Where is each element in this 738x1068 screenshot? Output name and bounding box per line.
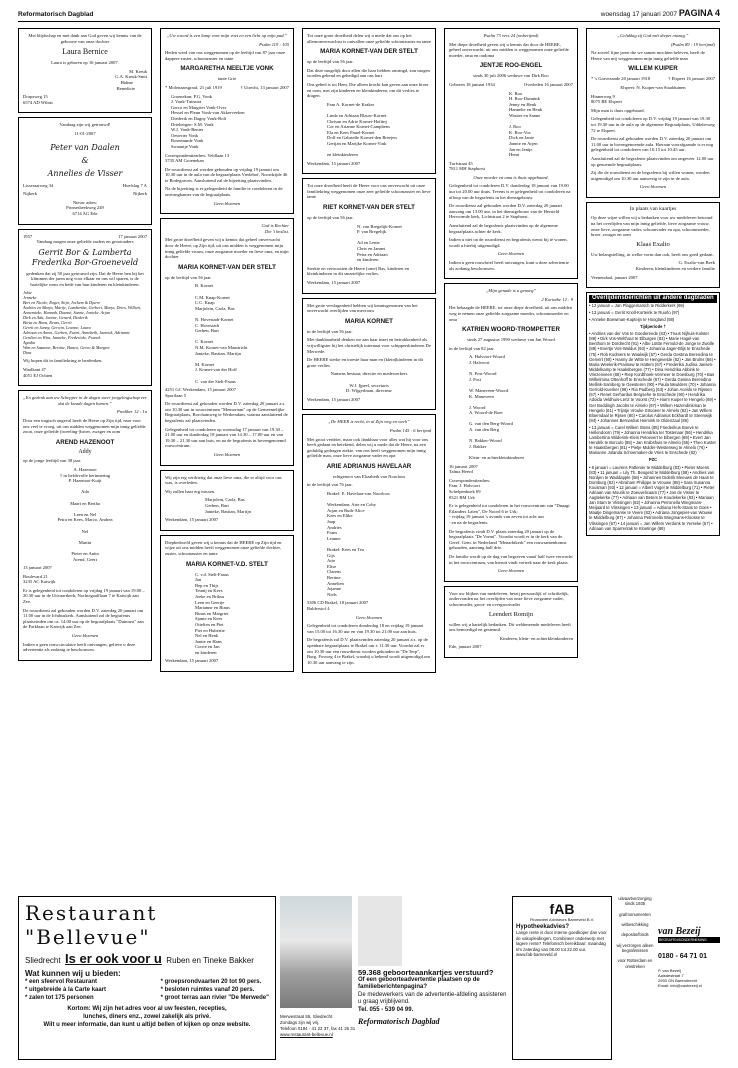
- family-list: Fam A. Kornet-de Kraker Linda en Adriaan Blauw-Kornet Chrisan en Adrie Kornet-Hoftinj Cor en Arianne Kornet-Camphens Ela en Kees Pauel-Kornet Dolf en Gabrielle Kornet-den Breejen Gertjan en Marijke Kornet-Vink en kleinkinderen: [327, 101, 397, 158]
- birth-name: Laura Bernice: [62, 47, 108, 57]
- condolence-info: Gelegenheid tot condoleren op D.V. vrijdag 19 januari van 19.30 tot 19.30 uur in de aula op de algemene Begraafplaats, Uddelerweg 72 te Elspeet.: [591, 116, 715, 133]
- birth-sibling: Hidme: [120, 79, 133, 85]
- family-list: A. Hazenoot † in liefdevolle herinnering P. Hazenoot-Kuijt Ada Maart en Bertha Leen en Nel Petra en Kees, Marco, Andrea Nel Martin Pieter en Anita Arend, Geert: [57, 467, 113, 562]
- bride-name: Annelies de Visser: [47, 168, 123, 178]
- fab-name: Financieel Adviseurs Barneveld B.V.: [529, 917, 595, 922]
- funeral-info: De rouwdienst zal gehouden worden D.V. zaterdag 20 januari om 11.00 uur in bovengenoemde aula. Hieraan voorafgaande is er nog gelegenheid tot condoleren van 10.15 tot 10.45 uur.: [591, 136, 714, 153]
- obituary-hazenoot: [18, 390, 152, 661]
- entry-item: PZC: [648, 457, 658, 463]
- extra-info: Mijn man is thuis opgebaard.: [591, 107, 645, 113]
- ad-line: lunches, diners enz., zowel zakelijk als privé.: [83, 1014, 211, 1020]
- address-line: P. van Bezeij: [658, 968, 681, 973]
- note: De familie wordt op de dag van begraven vanaf half twee verwacht in het rouwcentrum, van hieruit vindt vertrek naar de kerk plaats.: [449, 553, 573, 565]
- note: Indien u niet on de rouwdienst en begrafenis wenst bij te wonen, wordt u hierbij uitgenodigd.: [449, 237, 568, 248]
- header-date: woensdag 17 januari 2007: [600, 11, 678, 18]
- obituary-maria-kornet: [302, 298, 436, 411]
- deceased-name: MARIA KORNET-VAN DER STELT: [320, 48, 418, 56]
- correspondence: Correspondentieadres: Veldlaan 13 3735 AM Groenekan: [165, 152, 230, 164]
- entry-item: Tijdperiode †: [640, 324, 666, 330]
- condolence-info: Gelegenheid tot condoleren op woensdag 17 januari van 19.30 – 21.00 uur en donderdag 18 januari van 14.30 – 17.00 uur en van 19.30 – 21.30 uur aan huis, en na de begrafenis in bovengenoemd rouwcentrum.: [165, 426, 286, 449]
- offer-item: * groot terras aan rivier "De Merwede": [160, 995, 269, 1001]
- obituary-kornet-1: [160, 218, 294, 465]
- deceased-age: op de leeftijd van 56 jaar.: [307, 215, 354, 221]
- deceased-name: MARGARETHA NEELTJE VONK: [180, 65, 274, 73]
- fab-logo: fAB: [549, 901, 575, 917]
- page-header: [18, 8, 720, 22]
- bezeij-services: [616, 896, 654, 969]
- signature: Namens bestuur, directie en medewerkers W.J. Ijpeel, secretaris D. Wijgerlman, directeur: [330, 371, 408, 394]
- no-flowers: Geen bloemen: [213, 200, 241, 206]
- deceased-name: MARIA KORNET-VAN DER STELT: [178, 263, 276, 271]
- died: Overleden 16 januari 2007: [523, 81, 573, 87]
- service-item: wij verzorgen alleen begrafenissen: [616, 942, 654, 954]
- address-line: Aalsdestraat 7: [658, 973, 684, 978]
- service-item: uitvaartverzorging sinds 1935: [618, 896, 652, 907]
- obit-address: 4251 GC Werkendam, 15 januari 2007 Sportlaan 5: [165, 387, 236, 398]
- rd-line: De medewerkers van de advertentie-afdeling assisteren u graag vrijblijvend.: [358, 991, 507, 1006]
- family-list: Brakel: E. Havelaar-van Noorloos Werkendam: Arie en Coby Arjan en Ruth-Alice Kees en Elike Jaap Andries Frans Leanne Brakel: Kees en Tea Gijs Arie Elise Clarens Bertine Annelien Jojanne Niels: [327, 491, 390, 597]
- rd-line: Of een geboorteadvertentie plaatsen op de familieberichtenpagina?: [358, 977, 480, 991]
- service-item: witbeschikking: [621, 922, 649, 928]
- obit-date: 16 januari 2007 Talma Heerd: [449, 463, 478, 475]
- obituary-riet-kornet: [302, 178, 436, 293]
- no-flowers: Geen bloemen: [639, 184, 667, 190]
- ad-line: Wilt u meer informatie, dan kunt u altijd bellen of kijken op onze website.: [43, 1022, 251, 1028]
- obit-text: Met dankbaarheid denken we aan haar inzet en betrokkenheid als vrijwilligster bij het christelijk internaat voor schipperskinderen De Merwede.: [307, 337, 431, 354]
- obituary-havelaar: [302, 414, 436, 673]
- bible-quote: God is Rechter Die 't beslist.: [261, 223, 289, 234]
- column-1: [18, 28, 152, 665]
- obit-text: Dat deze mogelijk door allen die haar hebben omringd, zon mogen worden gekend en gebedigd aan ons hart.: [307, 67, 430, 79]
- obit-date: Werkendam, 15 januari 2007: [307, 160, 361, 166]
- address-line: Telefoon 0184 - 41 22 37, fax 41 26 31: [280, 1026, 356, 1031]
- bezeij-box: [658, 926, 720, 988]
- obit-text: Het behaagde de HEERE, tot onze diepe droefheid, uit ons midden weg te nemen onze geliefde zorgzame moeder, schoonmoeder en oma: [449, 305, 572, 322]
- condolence-info: Gelegenheid tot condoleren D.V. donderdag 18 januari van 19.00 uur tot 20.00 uur thuis. Tevens is er gelegenheid tot condoleren na afloop van de begrafenis in het dienstgebouw.: [449, 183, 571, 200]
- extra-info: Onze moeder en oma is thuis opgebaard.: [473, 174, 549, 180]
- obit-text: Heden werd van ons weggenomen op de leeftijd van 87 jaar onze dappere zuster, schoonzuster en tante: [165, 50, 286, 61]
- wedding-intro: Vandaag zijn wij getrouwd!: [59, 122, 111, 128]
- entry-item: • 13 januari = Gerrit Knoll-Korteink te Ruurlo (97): [589, 309, 680, 315]
- rd-phone: Tel. 055 - 539 04 99.: [358, 1006, 414, 1013]
- slogan: Is er ook voor u: [65, 951, 162, 966]
- no-flowers: Geen bloemen: [497, 251, 525, 257]
- address-line: Lisseraarweg 34: [23, 182, 54, 188]
- address-line: 2993 GN Barendrecht: [658, 978, 697, 983]
- obituary-kornet-2: [160, 535, 294, 672]
- bezeij-address: [658, 968, 720, 988]
- rd-headline: 59.368 geboorteaankartjes verstuurd?: [358, 968, 494, 977]
- obituary-woord: [444, 283, 578, 582]
- offer-item: * besloten ruimtes vanaf 20 pers.: [160, 987, 255, 993]
- new-address: 6714 AG Ede: [72, 210, 98, 216]
- birth-announcement: [18, 28, 152, 113]
- anniv-text: gedenken dat zij 50 jaar getrouwd zijn. Dat de Heere hen bij het klimmen der jaren nog voor elkaar en ons wil sparen, is de hartelijke wens en bede van hun kinderen en kleinkinderen.: [26, 270, 144, 287]
- funeral-info: De rouwdienst zal gehouden worden D.V. zaterdag 20 januari aanvang om 13.00 uur, in het dienstgebouw van de Hersteld Hervormde kerk, Lichtstraat 2 te Staphorst.: [449, 203, 563, 220]
- restaurant-ad: [18, 896, 276, 1060]
- restaurant-body: [19, 968, 275, 1031]
- deceased-nickname: tante Grie: [217, 76, 237, 82]
- obituary-vonk: [160, 28, 294, 214]
- thanks-text: Voor uw blijken van medeleven, hetzij persoonlijk of schriftelijk, ondervonden na het overlijden van onze lieve zorgzame vader, schoonvader, groot- en overgrootvader: [449, 590, 569, 607]
- thanks-name: Klaas Exalto: [636, 240, 670, 248]
- address-line: Merwestraat 55, Sliedrecht: [280, 1014, 333, 1019]
- wedding-date: 11-01-2007: [74, 130, 96, 136]
- funeral-info: De begrafenis vindt D.V. plaats zaterdag 20 januari op de begraafplaats "De Vormt". Voordat wordt er in de kerk van de Geref. Gem. in Nederland "Menarbikerk" een rouwsamenkomst gehouden, aanvang half drie.: [449, 528, 567, 551]
- obit-text: Sterkte en vertroosten de Heere (ome) Bas, kinderen en kleinkinderen in dit smartelijke verlies.: [307, 265, 409, 277]
- obit-text: Tot onze grote droefheid delen wij u mede dat ons op het allernonverwachtst is ontvallen onze geliefde schoonzuster en tante: [307, 33, 431, 44]
- deceased-name: RIET KORNET-VAN DER STELT: [323, 204, 415, 212]
- column-3: [302, 28, 436, 677]
- bible-quote: „Uw woord is een lamp voor mijn voet en een licht op mijn pad.”: [166, 33, 288, 38]
- restaurant-ad-side: [280, 896, 356, 1060]
- bible-ref: Prediker 12 : 1a: [116, 409, 147, 415]
- fab-web[interactable]: www.fab-barneveld.nl: [516, 952, 558, 958]
- obit-text: Met groot verdriet, maar ook dankbaar voor alles wat hij voor ons heeft gedaan en betekend, delen wij u mede dat de Heere, na een geduldig gedragen ziekte, van ons heeft weggenomen mijn innig geliefde man, onze lieve zorgzame vader en opa: [307, 436, 429, 459]
- offer-item: * uitgebreide à la Carte kaart: [25, 987, 107, 993]
- obit-address: Hinnerweg 9 8075 BE Elspeet: [591, 93, 622, 105]
- obituary-kornet-3: [302, 28, 436, 174]
- family-list: N. van Bregelijk-Kornet P. van Bregelijk Ad en Lenie Chris en Jannet Petra en Adriaan en kinderen: [357, 223, 402, 263]
- page-info: [601, 8, 720, 18]
- spouse-info: sinds 27 augustus 1990 weduwe van Jan Woord: [467, 337, 555, 343]
- address-line: Nijkerk: [23, 191, 38, 197]
- no-flowers: Geen bloemen: [213, 452, 241, 458]
- anniv-address: Waalkant 47: [23, 367, 46, 373]
- obit-text: Diepbedroefd geven wij u kennis dat de HEERE op Zijn tijd en wijze uit ons midden heeft weggenomen onze geliefde dochter, zuster, schoonzuster en tante: [165, 539, 282, 556]
- column-5: [586, 28, 720, 540]
- grandchildren-message: [160, 470, 294, 531]
- entries-list: [589, 303, 717, 531]
- obit-text: Met diepe droefheid geven wij u kennis dat door de HEERE, geheel onverwacht, uit ons midden is weggenomen onze geliefde moeder, oma en oudoma: [449, 41, 569, 58]
- column-2: [160, 28, 294, 676]
- thanks-name: Leendert Romijn: [488, 610, 534, 618]
- anniv-year: 1957: [23, 233, 33, 239]
- town: Sliedrecht: [25, 956, 61, 965]
- bible-ref: Psalm 119 : 105: [259, 41, 289, 47]
- born: * 's Gravezande 20 januari 1918: [591, 76, 651, 82]
- bible-quote: „En gedenk aan uw Schepper in de dagen uwer jongelingschap eer dat de kwade dagen komen.”: [23, 395, 147, 406]
- family-list: B. Kornet C.M. Knap-Kornet C.C. Knap Marjolein, Carla, Bas N. Hovestadt-Kornet C. Hovestadt Gerben, Bart C. Kornet N.M. Kornet-van Maastricht Janieke, Bastian, Martijn M. Kornet J. Kornet-van der Hoff C. van der Stelt-Faaus: [195, 283, 248, 384]
- birth-intro: Met blijdschap en met dank aan God geven wij kennis van de geboorte van onze dochter: [28, 33, 142, 44]
- service-item: deposito/fonds: [621, 932, 649, 938]
- birth-parent: G.A. Kreuk-Smit: [115, 74, 147, 80]
- message-text: Wij zullen haar erg missen.: [165, 488, 216, 494]
- spouse-info: sinds 30 juli 2006 weduwe van Dirk Roo: [473, 73, 549, 79]
- rd-ad-text: [358, 968, 508, 1025]
- anniversary-announcement: [18, 229, 152, 387]
- deceased-name: KATRIEN WOORD-TROMPETTER: [462, 326, 560, 334]
- obituary-roo-engel: [444, 28, 578, 279]
- other-papers-section: [586, 292, 720, 536]
- entry-item: • 8 januari = Laurens Pattenier te Middelburg (83) • Pieter Moens (83) • 11 januari = Lily Th. Beogerd te Middelburg (59) • Andries van Nordjen te Waddapple (68) • Johannes Diderik Meeuws de Haan te Domburg (82) • Abraham Philippe te Vrouwe (88) • Sara Susanna Kousman (93) • 12 januari = Albert Vogel te Middelburg (71) • Pieter Adriaan van Mourik te Zoeuvelicaam (77) • Jan de Visser te Aagtekerke (77) • Adriaan van Betem te Koudekerke (83) • Mariaan Jan Stam te Vlissingen (82) • Johanna Petronella Wiegmans-Meijaard te Vlissingen • 13 januari = Adriana Hefs-Stans te Goes • Maatje Dingemanse te Veere (82) • Adriana Jongepier-van Wouwe te Middelburg (87) • Johanna Petronella Wiegmans-Kloosse te Vlissingen (67) • 14 januari = Jan Willem Verdonk te Yerseke (57) • Adriaan van Sparrentak te Kloetinge (68): [589, 464, 715, 531]
- obit-text: Tot onze droefheid heeft de Heere voor ons onverwacht uit onze familiekring weggenomen onze zeer geliefde schoonzuster en lieve tante: [307, 183, 431, 200]
- funeral-info: De rouwdienst zal gehouden worden D.V. zaterdag 20 januari om 11.00 uur in de Ichthuskerk. Aansluitend zal de begrafenis plaatsvinden om ca. 14.00 uur op de begraafplaats "Duinrust" aan de Parklaan te Katwijk aan Zee.: [23, 607, 144, 630]
- bible-quote: „De HEER is recht, in al Zijn weg en werk”: [328, 419, 410, 425]
- offer-item: * zalen tot 175 personen: [25, 995, 94, 1001]
- no-flowers: Geen bloemen: [497, 568, 525, 574]
- service-item: voor Rotterdam en omstreken: [617, 958, 653, 969]
- deceased-name: ARIE ADRIANUS HAVELAAR: [326, 462, 412, 470]
- funeral-info: De begrafenis zal D.V. plaatsvinden zaterdag 20 januari a.s. op de openbare begraafplaats te Brakel om ± 11.30 uur. Voordat zal er om 10.30 uur een rouwdienst worden gehouden in "De Terp", Burg. Posweg 4 te Brakel, waarbij u bekend wordt uitgenodigd om 10.30 uur aanvang te zijn.: [307, 637, 430, 665]
- thanks-date: Veenendaal, januari 2007: [591, 274, 638, 280]
- thanks-text: Op deze wijze willen wij u bedanken voor uw medeleven betoond na het overlijden van mijn innig geliefde, lieve zorgzame vrouw, onze lieve, zorgzame vader, schoonvader en opa, schoonmoeder, broer, zwager en oom: [591, 215, 713, 238]
- obit-text: Ons gebed is tot Hem, Die alleen kracht kan geven aan onze broer en oom, met zijn kinderen en kleinkinderen, om dit verlies te dragen.: [307, 81, 429, 99]
- family-list: A. Halvoort-Woord J. Halvoort N. Post-Woord J. Post W. Maneveen-Woord K. Maneveen J. Woord A. Woord-de Boer G. van den Berg-Woord A. van den Berg N. Bakker-Woord J. Bakker Klein- en achterkleinkinderen: [469, 354, 524, 461]
- born: * Molenaarsgraaf, 21 juli 1919: [165, 84, 222, 90]
- deceased-age: op de leeftijd van 56 jaar.: [307, 59, 354, 65]
- anniv-intro: Vandaag mogen onze geliefde ouders en grootouders: [36, 239, 134, 245]
- family-list: K. Roo H. Roo-Dunnink Jenny en Henk Hannelie en Henk Wouter en Sanne J. Roo K. Roo-Vos Dick en Janie Jannie en Arjen Jan en Janije Henri: [509, 90, 543, 158]
- bezeij-phone: 0180 - 64 71 01: [658, 953, 708, 960]
- page-label: PAGINA: [678, 8, 714, 18]
- signature: Kinderen, klein- en achterkleinkinderen: [499, 635, 573, 641]
- obit-text: Met grote droefheid geven wij u kennis dat geheel onverwacht door de Heere, op Zijn tijd, uit ons midden is weggenomen mijn innig geliefde vrouw, onze zorgzame moeder en lieve oma, en mijn dochter: [165, 237, 289, 260]
- fab-ad: [512, 896, 612, 1060]
- rd-brand: Reformatorisch Dagblad: [358, 1017, 440, 1027]
- bible-quote: „Mijn genade is u genoeg”: [485, 288, 537, 294]
- deceased-age: in de leeftijd van 82 jaar.: [449, 345, 495, 351]
- rd-ad: [358, 896, 508, 1060]
- bible-ref: Psalm 73 vers 24 (onberijmd): [483, 33, 539, 38]
- after-info: Na de bijzetting is er gelegenheid de familie te condoleren in de ontvangkamer van de begraafplaats.: [165, 186, 283, 198]
- section-title: Overlijdensberichten uit andere dagbladen: [589, 295, 717, 303]
- anniv-address: 4051 EJ Ochten: [23, 372, 53, 378]
- bezeij-sub: BEGRAFENISONDERNEMING: [658, 937, 720, 943]
- obit-text: Door een tragisch ongeval heeft de Heere op Zijn tijd, naar voor ons veel te vroeg, uit ons midden weggenomen mijn innig geliefde zoon, onze geliefde (tweeling-)broer, zwager en oom: [23, 418, 146, 435]
- thanks-text: willen wij u hartelijk bedanken. Dit weldeneende medeleven heeft ons bemoedigd en gesteund.: [449, 621, 571, 633]
- anniv-names: Gerrit Bor & Lamberta Frederika Bor-Groeneveld: [31, 247, 139, 267]
- funeral-info: De rouwdienst zal worden gehouden op vrijdag 19 januari om 10.30 uur in de aula van de begraafplaats Vredehof, Noordzijde 46 te Bodegraven. Aansluitend zal de bijzetting plaatsvinden.: [165, 166, 288, 183]
- no-flowers: Geen bloemen: [355, 614, 383, 620]
- address-line: Zondags zijn wij vrij.: [280, 1020, 320, 1025]
- condolence-info: Gelegenheid tot condoleren donderdag 18 en vrijdag 19 januari van 15.00 tot 16.30 uur en van 19.30 tot 21.00 uur aan huis.: [307, 623, 424, 634]
- entry-item: • Andries van der Vos te Goedereede (83) • Truus Nijhuis-Kolster (89) • Dirk Vos-Welthout te Elburgen (83) • Marie Hagel-van Benthum te Dordrecht (91) • Albe Lüttte Fernold-de Jonge te Zwolle (89) • Evertje Vos-Waldus (93) • Johanna Jager-Blijs te Enschede (75) • Rob Kodmers te Waalwijk (57) • Gerda Gestma Berendina te Gemert (90) • Hanny de Witte te Hengevelde (62) • Jan Brulns (66) • Maria Weelerik-Praimaw te Hattem (67) • Frederika Judina Jansen-Middelkamp te Haaksbergen (77) • Dina Hendrika Abbink te Vriezenveen (88) • Riep Kordthoek-Vermeer te Doesburg (70) • Bas Wilhelmina Ottenhoff te Enschede (67) • Gerda Gesina Berendina Mellink-Samberg te Geesteren (90) • Paula Meulders (70) • Johanna Gerrold-Kuerker (86) • Ria Padberg (63) • Johan Aceldo te Rijssen (57) • Renet Gerhardus Bergsehe te Enschede (90) • Hendrika Adolda Veldhuis-Lenz te Voorst (72) • Harm Kuiper te Hengelo (69) • Ger Boddingh Jacobs te Almelo (67) • Willem Hazendinkman te Hengelo (61) • Trijntje Vrouke Strooeer te Almelo (82) • Jan Willem Bloemdaal te Rijsen (80) • Carolus Adrianus Eckhardt te Steenwijk (94) • Johannes Bernardus Heimink te Oldenzaal (86): [589, 331, 716, 423]
- restaurant-address: [280, 1014, 356, 1038]
- restaurant-photo: [280, 896, 352, 1008]
- new-address: Nieuw adres:: [72, 199, 98, 205]
- obit-date: Werkendam, 15 januari 2007: [165, 658, 219, 664]
- fab-text: Lange rente is door interne goedkoper dan voor de vakopleidingen. Combineer onderwerp met lagere rente? Telefonisch bereikbaar: maandag t/m zaterdag van 08.00 tot 22.00 uur.: [516, 930, 607, 952]
- bible-ref: Psalm 145 : 6 berijmd: [389, 427, 431, 433]
- entry-item: • 13 januari = Carel Willem Stens (85) Friederikus Boeve te Hellendoorn (79) • Johanna Hendrika ter Tostenaar (56) • Hendrika Lambertina Wilderink-Klein Peloevert te Eibergen (89) • Evert Jan Hendrik te Borculo (85) • Jan Krabshuis te Almelo (55) • Theo Kuster te Haaksbergen (81) • Pietje Mulder-Westerweg te Almelo (76) • Marianne Jolanda Schoemaker-de Vries te Enschede (82): [589, 424, 716, 456]
- website-link[interactable]: www.restaurant-bellevue.nl: [280, 1032, 333, 1037]
- deceased-name: AREND HAZENOOT: [55, 438, 115, 446]
- deceased-name: JENTJE ROO-ENGEL: [479, 62, 543, 70]
- page-number: 4: [714, 8, 720, 18]
- deceased-name: MARIA KORNET-V.D. STELT: [186, 560, 268, 568]
- bible-ref: (Psalm 89 : 19 berijmd): [670, 41, 715, 47]
- birth-address: Dorpsweg 15: [23, 94, 48, 100]
- new-address: Prinsesbeekweg 249: [66, 205, 104, 211]
- died: † Elspeet 16 januari 2007: [668, 76, 715, 82]
- footnote: Indien u geen rouwcirculaire heeft ontvangen, gelieve u deze advertentie als zodanig te beschouwen.: [23, 641, 136, 653]
- offer-item: * een sfeervol Restaurant: [25, 979, 98, 985]
- birth-date: Laura is geboren op 16 januari 2007.: [51, 60, 119, 66]
- anniv-footer: Wij hopen dit in familiekring te herdenken.: [23, 358, 103, 364]
- entry-item: • Anneke Boewman-Kapteijn te Hoogland (58): [589, 317, 675, 322]
- footnote: Indien u geen rouwbrief heeft ontvangen, kunt u deze advertentie als zodanig beschouwen.: [449, 260, 569, 271]
- obit-date: Werkendam, 15 januari 2007: [307, 396, 361, 402]
- bezeij-logo: van Bezeij: [658, 926, 701, 937]
- obit-text: De HEERE sterke en troeste haar man en (klein)kinderen in dit grote verlies.: [307, 357, 424, 368]
- deceased-nickname: Addy: [78, 448, 92, 455]
- bezeij-ad: [616, 896, 720, 1060]
- offer-title: Wat kunnen wij u bieden:: [25, 969, 121, 978]
- condolence-info: Er is gelegenheid tot condoleren in het rouwcentrum van "Dnaagt Eilanders Laten", De Noord 6 te Urk: - vrijdag 19 januari 's avonds van zeven tot acht uur - en na de begrafenis.: [449, 503, 570, 525]
- address-line: Hoefslag 7 A: [122, 182, 147, 188]
- ad-line: Kortom: Wij zijn het adres voor al uw feesten, recepties,: [67, 1006, 227, 1012]
- advertisements: [18, 896, 720, 1060]
- obit-text: Met grote verslagenheid hebben wij kennisgenomen van het onverwacht overlijden van mevrouw: [307, 302, 418, 314]
- deceased-age: in de leeftijd van 76 jaar.: [307, 482, 353, 488]
- restaurant-title: Restaurant "Bellevue": [25, 901, 158, 949]
- fab-body: [513, 922, 611, 960]
- service-item: grafmonumenten: [619, 911, 651, 917]
- condolence-info: Er is gelegenheid tot condoleren op vrijdag 19 januari van 19.00 – 20.30 uur in de Uitvaartkerk, Nachtegaalflaan 7 te Katwijk aan Zee.: [23, 587, 145, 605]
- groom-name: Peter van Daalen: [50, 142, 120, 152]
- thanks-title: In plaats van kaartjes: [629, 205, 677, 212]
- after-info: Aansluitend zal de begrafenis plaatsvinden om ongeveer 12.00 uur op genoemde begraafplaats.: [591, 155, 714, 167]
- owners: Ruben en Tineke Bakker: [166, 956, 254, 965]
- thanks-text: Uw belangstelling, in welke vorm dan ook, heeft ons goed gedaan.: [591, 251, 714, 257]
- obit-address: Boulevard 21 3235 AC Katwijk: [23, 573, 56, 585]
- family-list: Groenekan: P.G. Vonk J. Vonk-Tuinstra Gerco en Margriet Vonk-Over Hessel en Pleun Vonk-van Akkerveeken Diederik en Dagny Vonk-Bolt Driebergen: S.M. Vonk W.J. Vonk-Benier Oeuvrier Vonk Rosemunde Vonk Swaantje Vonk: [171, 93, 245, 149]
- after-info: Aansluitend zal de begrafenis plaatsvinden op de algemene begraafplaats achter de kerk.: [449, 223, 558, 234]
- anniv-date: 17 januari 2007: [118, 233, 147, 239]
- deceased-age: op de leeftijd van 56 jaar.: [165, 274, 212, 280]
- deceased-name: WILLEM KUIPER: [628, 65, 678, 73]
- bible-quote: „Gelukkig zij God mét diepet ontzag.”: [617, 33, 689, 38]
- family-list: C. v.d. Stelt-Faaus Jan Bep en Thijs Teunij en Kees Joeke en Brikus Leen en Geertje Marianne en Binus Binus en Margriet Sjanie en Kees Ottelien en Piet Piet en Hubertie Nel en Henk Jantie en Hans Corrie en Jan en kinderen: [195, 571, 230, 655]
- obituary-kuiper: [586, 28, 720, 198]
- restaurant-tagline: [19, 949, 275, 968]
- column-4: [444, 28, 578, 662]
- obit-date: Werkendam, 15 januari 2007: [307, 280, 361, 285]
- offer-item: * groepsrondvaarten 20 tot 90 pers.: [160, 979, 262, 985]
- anniv-family: Jokie Jenneke Bert en Nicole, Roger, Stijn, Jochem & Djurre Andries en Marja, Marije, Lambertha, Gerbert, Marja, Dries, Wilbert, Annemieke, Hannah, Dianne, Sanne, Janieke, Arjan Dirk en Ada, Janine, Gerard, Diederik Berta en Hans, Renss, Gerrit Gerrit en Janny, Gerwin, Leanne, Laura Adriaan en Annet, Gerben, Ewart, Annebeth, Jannick, Adrianne Gerdien en Wim, Janneke, Frederieke, Franck Agatha Wim en Suzanne, Bertine, Hanco, Gerco & Margret Dina: [23, 290, 142, 356]
- died: † Utrecht, 13 januari 2007: [240, 84, 289, 90]
- thanks-exalto: [586, 202, 720, 288]
- funeral-info: De rouwdienst zal gehouden worden D.V. zaterdag 20 januari a.s. om 10.30 uur in rouwcentrum "Memoriam" op de Gemeentelijke Begraafplaats, Borchamweg te Werkendam, waarna aansluitend de begrafenis zal plaatsvinden.: [165, 401, 288, 424]
- deceased-name: MARIA KORNET: [345, 317, 393, 325]
- ampersand: &: [81, 155, 89, 165]
- thanks-date: Ede, januari 2007: [449, 644, 482, 650]
- fab-title: Hypotheekadvies?: [516, 924, 570, 930]
- message-text: Wij zijn erg verdrietig dat onze lieve oma, die er altijd voor ons was, is overleden.: [165, 474, 282, 486]
- baby-photo: [358, 896, 402, 966]
- deceased-age: in de leeftijd van 56 jaar.: [307, 328, 353, 334]
- born: Geboren 18 januari 1934: [449, 81, 495, 87]
- paper-name: Reformatorisch Dagblad: [18, 11, 94, 18]
- grandchildren: Marjolein, Carla, Bas Gerben, Bart Janieke, Bastian, Martijn: [205, 497, 251, 514]
- entry-item: • 12 januari = Jan Plaggemarsch te Ridderkerk (69): [589, 302, 685, 308]
- family-list: Elspeet: N. Kuiper-van Staalduinen: [620, 84, 686, 90]
- correspondence: Correspondentieadres: Fam. J. Halvoort Schelpenhoek 69 8321 RM Urk: [449, 477, 491, 500]
- address-line: Email: info@vanbezeij.nl: [658, 983, 702, 988]
- birth-parent: M. Kreuk: [129, 68, 147, 74]
- note: Zij die de rouwdienst en de begrafenis bij willen wonen, worden uitgenodigd om 10.30 uur aanwezig te zijn in de aula.: [591, 170, 710, 181]
- obit-address: Turfstraat 45 7811 MH Staphorst: [449, 160, 486, 172]
- obit-text: Na zoveel fijne jaren die we samen mochten beleven, heeft de Heere van mij weggenomen mijn innig geliefde man: [591, 50, 705, 61]
- deceased-age: op de jonge leeftijd van 38 jaar.: [23, 458, 82, 464]
- spouse-info: echtgenoot van Elizabeth van Noorloos: [332, 473, 406, 479]
- wedding-announcement: [18, 117, 152, 224]
- birth-sibling: Benedicte: [116, 85, 135, 91]
- thanks-romijn: [444, 586, 578, 658]
- signature: G. Exalto-van Beek Kinderen, kleinkinderen en verdere familie: [635, 260, 715, 272]
- bible-ref: 2 Korinthe 12 : 9: [541, 296, 573, 302]
- address-line: Nijkerk: [132, 191, 147, 197]
- obit-date: 13 januari 2007: [23, 565, 52, 571]
- obit-address: 5306 CD Brakel, 18 januari 2007 Balderstof 4: [307, 600, 369, 611]
- no-flowers: Geen bloemen: [71, 633, 99, 639]
- birth-address: 6574 AD Wilnis: [23, 99, 53, 105]
- message-date: Werkendam, 15 januari 2007: [165, 517, 219, 523]
